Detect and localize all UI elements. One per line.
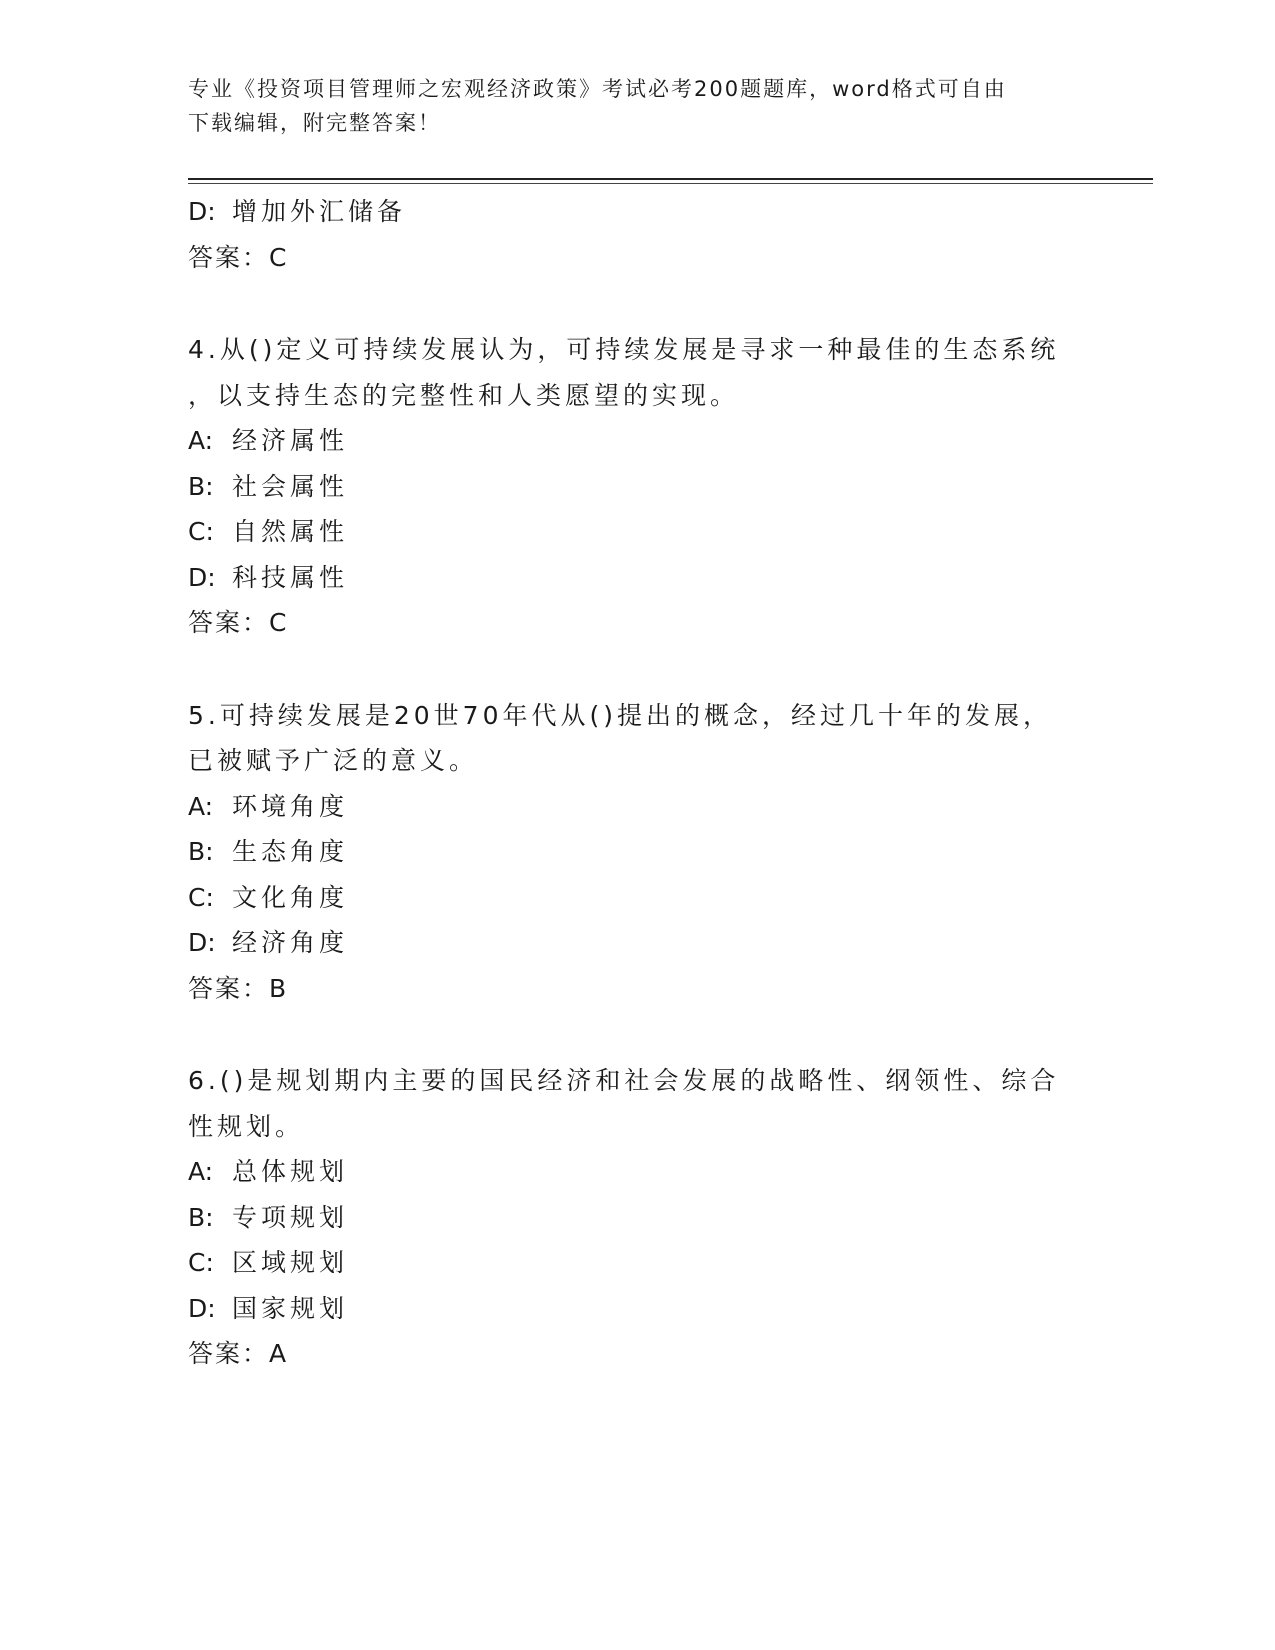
option-text: 生态角度 <box>232 837 349 866</box>
option-text: 自然属性 <box>232 517 349 546</box>
option-letter: A: <box>188 426 214 455</box>
q5-option-a <box>188 784 1088 830</box>
option-text: 增加外汇储备 <box>232 197 407 226</box>
option-text: 专项规划 <box>232 1202 349 1232</box>
option-letter: D: <box>188 1293 216 1323</box>
q5-option-b <box>188 829 1088 875</box>
option-letter: D: <box>188 197 216 226</box>
option-letter: A: <box>188 1157 214 1186</box>
option-text: 经济角度 <box>232 928 349 957</box>
q6-answer: 答案：A <box>188 1339 289 1368</box>
q3-answer: 答案：C <box>188 242 289 272</box>
q5-stem-line-2: 已被赋予广泛的意义。 <box>188 746 479 775</box>
option-text: 区域规划 <box>232 1248 349 1277</box>
q5-option-c <box>188 875 1088 921</box>
option-letter: B: <box>188 471 214 501</box>
question-content <box>188 189 1088 1377</box>
option-text: 总体规划 <box>232 1157 349 1186</box>
option-letter: D: <box>188 562 216 592</box>
q6-option-d <box>188 1286 1088 1332</box>
option-text: 科技属性 <box>232 562 349 592</box>
q6-option-c <box>188 1240 1088 1286</box>
q5-stem-line-1: 5.可持续发展是20世70年代从()提出的概念，经过几十年的发展， <box>188 700 1052 730</box>
q6-option-a <box>188 1149 1088 1195</box>
header-divider-thin <box>188 183 1153 184</box>
q5-answer: 答案：B <box>188 973 289 1003</box>
q4-option-c <box>188 509 1088 555</box>
option-letter: D: <box>188 928 216 957</box>
option-letter: B: <box>188 1202 214 1232</box>
question-gap <box>188 646 1088 693</box>
header-divider-thick <box>188 178 1153 180</box>
header-line-2: 下载编辑，附完整答案！ <box>188 111 441 135</box>
header-line-1: 专业《投资项目管理师之宏观经济政策》考试必考200题题库，word格式可自由 <box>188 77 1007 101</box>
q3-option-d <box>188 189 1088 235</box>
option-letter: C: <box>188 517 214 546</box>
q4-stem-line-1: 4.从()定义可持续发展认为，可持续发展是寻求一种最佳的生态系统 <box>188 335 1060 364</box>
option-letter: C: <box>188 1248 214 1277</box>
q4-option-d <box>188 555 1088 601</box>
q5-option-d <box>188 920 1088 966</box>
option-text: 社会属性 <box>232 471 349 501</box>
q4-option-a <box>188 418 1088 464</box>
document-header <box>188 72 1068 140</box>
q4-answer: 答案：C <box>188 608 289 637</box>
option-letter: B: <box>188 837 214 866</box>
option-text: 国家规划 <box>232 1293 349 1323</box>
question-gap <box>188 1011 1088 1058</box>
option-text: 经济属性 <box>232 426 349 455</box>
q6-stem-line-2: 性规划。 <box>188 1111 305 1141</box>
option-text: 文化角度 <box>232 882 349 912</box>
option-letter: A: <box>188 791 214 821</box>
q4-option-b <box>188 464 1088 510</box>
question-gap <box>188 280 1088 327</box>
q6-stem-line-1: 6.()是规划期内主要的国民经济和社会发展的战略性、纲领性、综合 <box>188 1066 1060 1095</box>
option-letter: C: <box>188 882 214 912</box>
q6-option-b <box>188 1195 1088 1241</box>
q4-stem-line-2: ，以支持生态的完整性和人类愿望的实现。 <box>188 380 740 410</box>
option-text: 环境角度 <box>232 791 349 821</box>
